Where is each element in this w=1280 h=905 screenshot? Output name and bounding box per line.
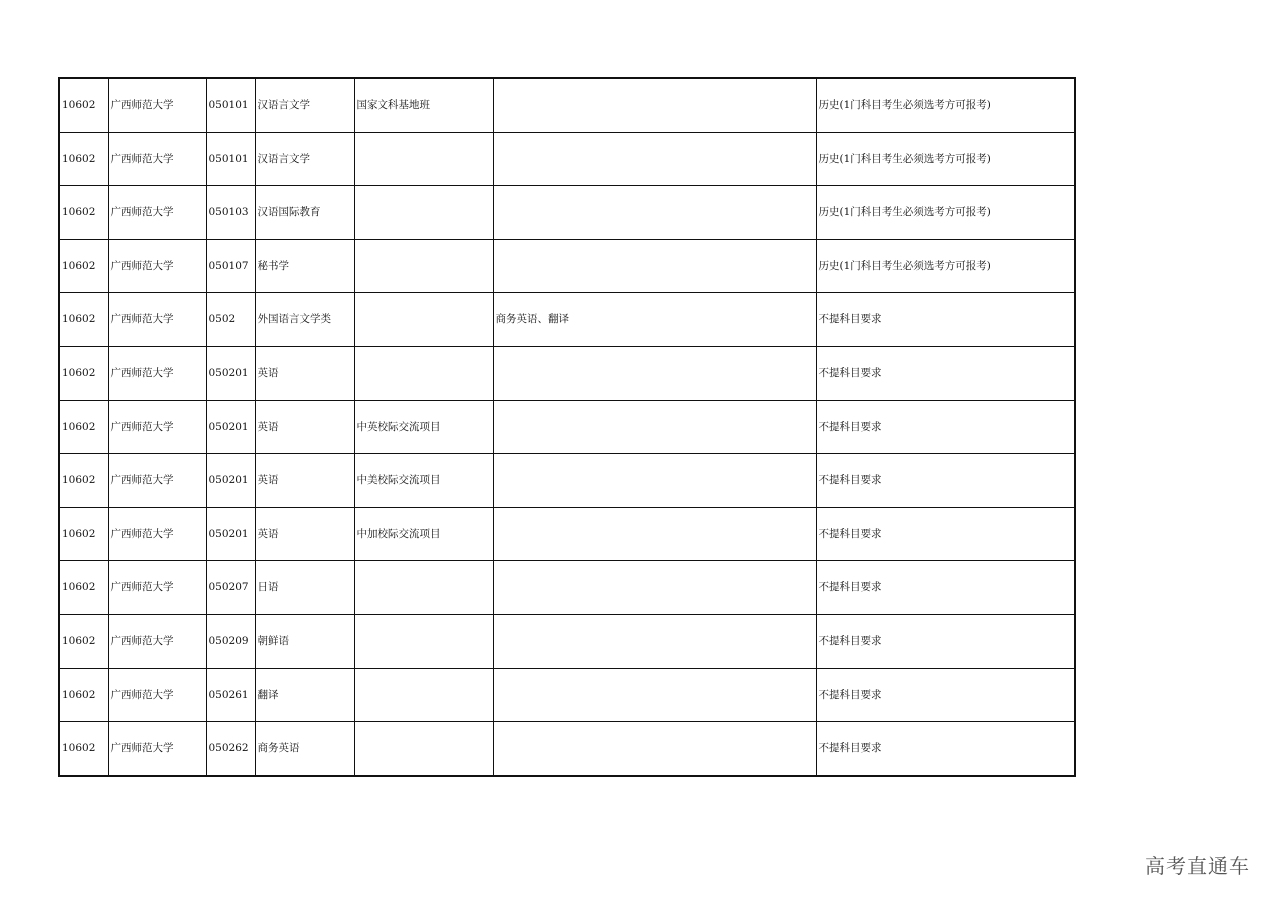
cell-school-code: 10602	[59, 186, 108, 240]
admission-table-container	[58, 77, 1076, 777]
cell-major-code: 050101	[206, 132, 255, 186]
cell-subject-requirement: 不提科目要求	[816, 454, 1075, 508]
table-body	[59, 78, 1075, 776]
cell-school-name: 广西师范大学	[108, 454, 206, 508]
cell-school-code: 10602	[59, 668, 108, 722]
cell-school-name: 广西师范大学	[108, 614, 206, 668]
cell-major-name: 秘书学	[255, 239, 354, 293]
cell-included-majors	[493, 400, 816, 454]
cell-subject-requirement: 不提科目要求	[816, 400, 1075, 454]
cell-included-majors	[493, 186, 816, 240]
cell-major-note: 国家文科基地班	[354, 78, 493, 132]
table-row	[59, 239, 1075, 293]
cell-school-name: 广西师范大学	[108, 346, 206, 400]
cell-major-code: 050261	[206, 668, 255, 722]
cell-major-code: 050107	[206, 239, 255, 293]
cell-major-code: 050201	[206, 346, 255, 400]
cell-major-code: 050103	[206, 186, 255, 240]
cell-school-name: 广西师范大学	[108, 293, 206, 347]
cell-major-code: 050209	[206, 614, 255, 668]
cell-included-majors	[493, 561, 816, 615]
cell-major-name: 英语	[255, 454, 354, 508]
cell-major-note	[354, 132, 493, 186]
cell-school-name: 广西师范大学	[108, 132, 206, 186]
cell-included-majors	[493, 239, 816, 293]
cell-major-code: 050101	[206, 78, 255, 132]
cell-school-code: 10602	[59, 507, 108, 561]
cell-major-note	[354, 668, 493, 722]
cell-subject-requirement: 不提科目要求	[816, 293, 1075, 347]
cell-subject-requirement: 历史(1门科目考生必须选考方可报考)	[816, 132, 1075, 186]
cell-subject-requirement: 历史(1门科目考生必须选考方可报考)	[816, 186, 1075, 240]
cell-included-majors	[493, 454, 816, 508]
cell-subject-requirement: 历史(1门科目考生必须选考方可报考)	[816, 239, 1075, 293]
cell-major-note	[354, 186, 493, 240]
cell-major-name: 日语	[255, 561, 354, 615]
cell-major-code: 050201	[206, 507, 255, 561]
cell-major-note: 中加校际交流项目	[354, 507, 493, 561]
cell-school-code: 10602	[59, 132, 108, 186]
cell-school-code: 10602	[59, 400, 108, 454]
table-row	[59, 400, 1075, 454]
cell-school-name: 广西师范大学	[108, 668, 206, 722]
table-row	[59, 186, 1075, 240]
cell-subject-requirement: 不提科目要求	[816, 668, 1075, 722]
cell-major-code: 050207	[206, 561, 255, 615]
cell-major-name: 汉语言文学	[255, 132, 354, 186]
cell-included-majors	[493, 614, 816, 668]
cell-school-name: 广西师范大学	[108, 507, 206, 561]
cell-school-code: 10602	[59, 561, 108, 615]
cell-included-majors	[493, 722, 816, 776]
cell-major-name: 朝鲜语	[255, 614, 354, 668]
cell-school-code: 10602	[59, 722, 108, 776]
cell-major-name: 外国语言文学类	[255, 293, 354, 347]
table-row	[59, 722, 1075, 776]
cell-subject-requirement: 不提科目要求	[816, 346, 1075, 400]
table-row	[59, 346, 1075, 400]
cell-subject-requirement: 历史(1门科目考生必须选考方可报考)	[816, 78, 1075, 132]
cell-major-note	[354, 346, 493, 400]
cell-included-majors	[493, 507, 816, 561]
cell-major-name: 英语	[255, 346, 354, 400]
table-row	[59, 507, 1075, 561]
cell-subject-requirement: 不提科目要求	[816, 507, 1075, 561]
cell-school-name: 广西师范大学	[108, 186, 206, 240]
cell-included-majors	[493, 668, 816, 722]
cell-included-majors	[493, 346, 816, 400]
cell-major-note: 中美校际交流项目	[354, 454, 493, 508]
cell-major-note	[354, 722, 493, 776]
cell-school-code: 10602	[59, 346, 108, 400]
cell-included-majors	[493, 78, 816, 132]
table-row	[59, 454, 1075, 508]
cell-major-note	[354, 239, 493, 293]
cell-included-majors	[493, 132, 816, 186]
cell-major-code: 050262	[206, 722, 255, 776]
cell-school-name: 广西师范大学	[108, 722, 206, 776]
watermark-text: 高考直通车	[1145, 854, 1250, 878]
table-row	[59, 293, 1075, 347]
cell-subject-requirement: 不提科目要求	[816, 561, 1075, 615]
table-row	[59, 78, 1075, 132]
table-row	[59, 668, 1075, 722]
cell-major-name: 翻译	[255, 668, 354, 722]
cell-school-code: 10602	[59, 454, 108, 508]
cell-school-name: 广西师范大学	[108, 239, 206, 293]
cell-included-majors: 商务英语、翻译	[493, 293, 816, 347]
table-row	[59, 614, 1075, 668]
table-row	[59, 132, 1075, 186]
table-row	[59, 561, 1075, 615]
cell-subject-requirement: 不提科目要求	[816, 614, 1075, 668]
cell-school-name: 广西师范大学	[108, 78, 206, 132]
cell-major-code: 0502	[206, 293, 255, 347]
cell-major-name: 汉语国际教育	[255, 186, 354, 240]
cell-major-code: 050201	[206, 400, 255, 454]
cell-major-name: 英语	[255, 507, 354, 561]
admission-table	[58, 77, 1076, 777]
cell-major-note	[354, 614, 493, 668]
cell-major-note	[354, 293, 493, 347]
cell-school-code: 10602	[59, 293, 108, 347]
cell-subject-requirement: 不提科目要求	[816, 722, 1075, 776]
cell-major-name: 汉语言文学	[255, 78, 354, 132]
cell-school-name: 广西师范大学	[108, 561, 206, 615]
cell-major-name: 英语	[255, 400, 354, 454]
cell-major-note: 中英校际交流项目	[354, 400, 493, 454]
cell-school-name: 广西师范大学	[108, 400, 206, 454]
cell-major-name: 商务英语	[255, 722, 354, 776]
cell-school-code: 10602	[59, 614, 108, 668]
cell-school-code: 10602	[59, 78, 108, 132]
cell-school-code: 10602	[59, 239, 108, 293]
cell-major-note	[354, 561, 493, 615]
cell-major-code: 050201	[206, 454, 255, 508]
